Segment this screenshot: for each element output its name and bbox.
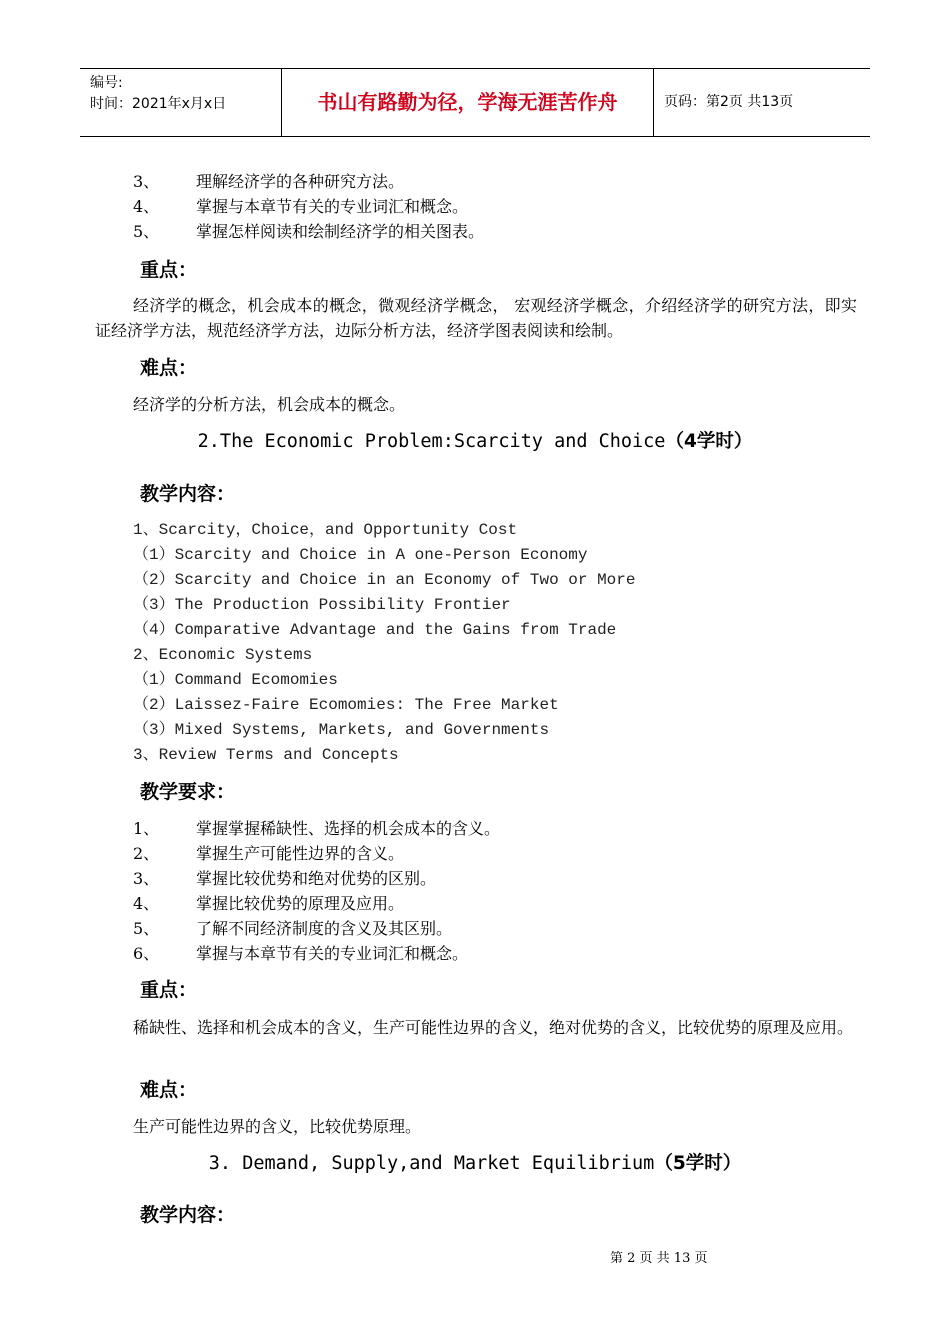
section-title: 3. Demand, Supply,and Market Equilibrium（5学时） [208,1153,742,1174]
header-page-label: 页码：第2页 共13页 [664,94,794,110]
difficult-points-heading: 难点： [140,1079,198,1101]
content-line: 2、Economic Systems [133,646,313,664]
id-label: 编号: [90,75,123,91]
page-number: 第 2 页 共 13 页 [610,1251,708,1266]
content-line: （3）Mixed Systems, Markets, and Governments [133,721,550,739]
difficult-points-text: 经济学的分析方法，机会成本的概念。 [133,395,406,414]
list-item: 2、 掌握生产可能性边界的含义。 [133,844,405,863]
key-points-heading: 重点： [140,979,198,1001]
content-line: （1）Command Ecomomies [133,671,338,689]
content-line: （2）Laissez-Faire Ecomomies: The Free Market [133,696,559,714]
content-line: 3、Review Terms and Concepts [133,746,399,764]
content-line: （2）Scarcity and Choice in an Economy of Two or More [133,571,636,589]
list-item: 6、 掌握与本章节有关的专业词汇和概念。 [133,944,469,963]
header-motto: 书山有路勤为径，学海无涯苦作舟 [282,69,654,136]
key-points-text: 稀缺性、选择和机会成本的含义，生产可能性边界的含义，绝对优势的含义，比较优势的原理及应用。 [133,1018,854,1037]
section-title: 2.The Economic Problem:Scarcity and Choice（4学时） [197,431,753,452]
content-heading: 教学内容： [140,1204,236,1226]
key-points-text: 经济学的概念，机会成本的概念，微观经济学概念， 宏观经济学概念，介绍经济学的研究方法，即实证经济学方法，规范经济学方法，边际分析方法，经济学图表阅读和绘制。 [95,296,857,340]
header-meta [80,69,282,136]
difficult-points-heading: 难点： [140,357,198,379]
content-line: （1）Scarcity and Choice in A one-Person Economy [133,546,588,564]
list-item: 5、 了解不同经济制度的含义及其区别。 [133,919,453,938]
list-item: 3、 掌握比较优势和绝对优势的区别。 [133,869,437,888]
list-item: 5、 掌握怎样阅读和绘制经济学的相关图表。 [133,222,485,241]
requirements-heading: 教学要求： [140,781,236,803]
content-line: （4）Comparative Advantage and the Gains from Trade [133,621,617,639]
content-line: 1、Scarcity，Choice，and Opportunity Cost [133,521,518,539]
key-points-heading: 重点： [140,259,198,281]
list-item: 4、 掌握比较优势的原理及应用。 [133,894,405,913]
difficult-points-text: 生产可能性边界的含义，比较优势原理。 [133,1117,422,1136]
list-item: 1、 掌握掌握稀缺性、选择的机会成本的含义。 [133,819,501,838]
content-line: （3）The Production Possibility Frontier [133,596,511,614]
content-heading: 教学内容： [140,483,236,505]
list-item: 4、 掌握与本章节有关的专业词汇和概念。 [133,197,469,216]
page-header [80,68,870,137]
date-label: 时间：2021年x月x日 [90,96,227,112]
list-item: 3、 理解经济学的各种研究方法。 [133,172,405,191]
